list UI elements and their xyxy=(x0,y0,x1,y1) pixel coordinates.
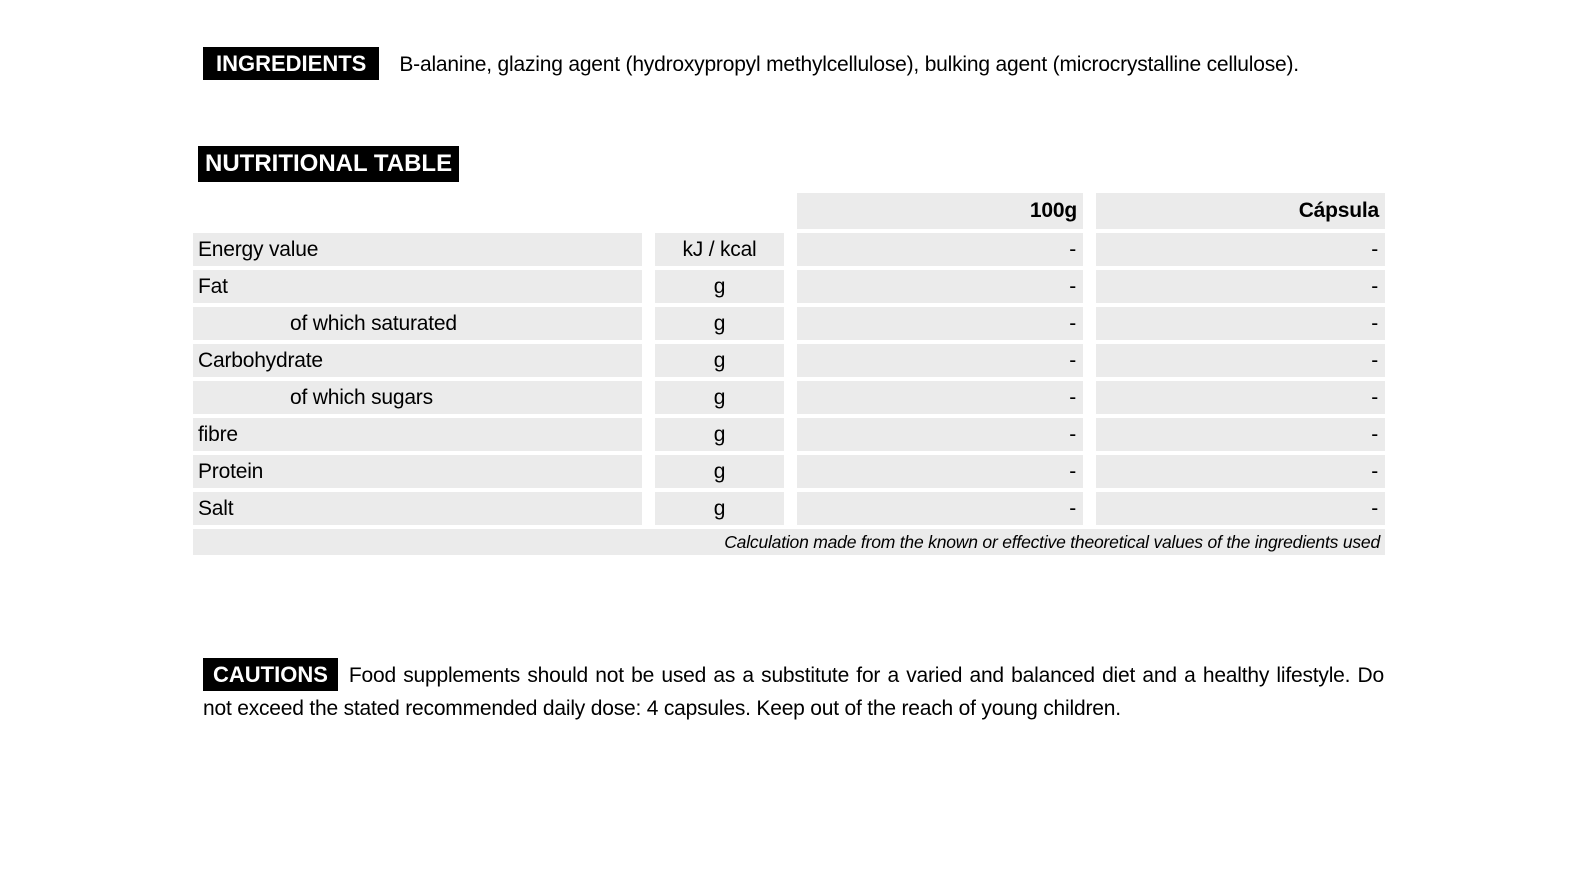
nutrition-row xyxy=(193,344,1385,377)
row-label: of which sugars xyxy=(193,381,642,414)
column-header-100g: 100g xyxy=(797,193,1083,229)
row-unit: g xyxy=(655,270,784,303)
ingredients-label: INGREDIENTS xyxy=(203,47,379,80)
row-value-100g: - xyxy=(797,233,1083,266)
nutrition-footnote: Calculation made from the known or effective theoretical values of the ingredients used xyxy=(193,529,1385,555)
nutrition-row xyxy=(193,492,1385,525)
row-value-capsula: - xyxy=(1096,307,1385,340)
nutritional-table-title: NUTRITIONAL TABLE xyxy=(198,146,459,182)
row-unit: g xyxy=(655,344,784,377)
row-value-capsula: - xyxy=(1096,233,1385,266)
row-value-capsula: - xyxy=(1096,418,1385,451)
row-value-100g: - xyxy=(797,307,1083,340)
row-value-100g: - xyxy=(797,492,1083,525)
row-value-capsula: - xyxy=(1096,270,1385,303)
nutrition-table-body xyxy=(193,233,1385,525)
row-value-capsula: - xyxy=(1096,455,1385,488)
nutrition-row xyxy=(193,307,1385,340)
row-label: fibre xyxy=(193,418,642,451)
nutrition-footnote-row xyxy=(193,529,1385,555)
row-value-100g: - xyxy=(797,455,1083,488)
nutrition-row xyxy=(193,455,1385,488)
row-value-100g: - xyxy=(797,381,1083,414)
row-value-100g: - xyxy=(797,344,1083,377)
row-value-capsula: - xyxy=(1096,381,1385,414)
nutrition-header-row xyxy=(193,193,1385,229)
row-value-100g: - xyxy=(797,418,1083,451)
cautions-label: CAUTIONS xyxy=(203,658,338,691)
row-unit: g xyxy=(655,307,784,340)
row-label: of which saturated xyxy=(193,307,642,340)
ingredients-text: B-alanine, glazing agent (hydroxypropyl methylcellulose), bulking agent (microcrystalline cellulose). xyxy=(399,53,1299,76)
cautions-paragraph xyxy=(203,658,1384,725)
row-value-100g: - xyxy=(797,270,1083,303)
row-unit: g xyxy=(655,381,784,414)
row-value-capsula: - xyxy=(1096,492,1385,525)
header-empty-cell xyxy=(655,193,784,229)
row-unit: g xyxy=(655,492,784,525)
nutrition-row xyxy=(193,233,1385,266)
row-value-capsula: - xyxy=(1096,344,1385,377)
nutrition-row xyxy=(193,381,1385,414)
row-label: Protein xyxy=(193,455,642,488)
row-label: Carbohydrate xyxy=(193,344,642,377)
row-unit: g xyxy=(655,418,784,451)
row-unit: kJ / kcal xyxy=(655,233,784,266)
nutrition-row xyxy=(193,418,1385,451)
header-empty-cell xyxy=(193,193,642,229)
column-header-capsula: Cápsula xyxy=(1096,193,1385,229)
row-label: Salt xyxy=(193,492,642,525)
ingredients-paragraph xyxy=(203,47,1386,81)
nutrition-row xyxy=(193,270,1385,303)
row-label: Fat xyxy=(193,270,642,303)
nutrition-table xyxy=(180,189,1398,559)
row-unit: g xyxy=(655,455,784,488)
cautions-text: Food supplements should not be used as a substitute for a varied and balanced diet and a healthy lifestyle. Do not exceed the stated recommended daily dose: 4 capsules. Keep out of the reach of young children. xyxy=(203,664,1384,720)
row-label: Energy value xyxy=(193,233,642,266)
